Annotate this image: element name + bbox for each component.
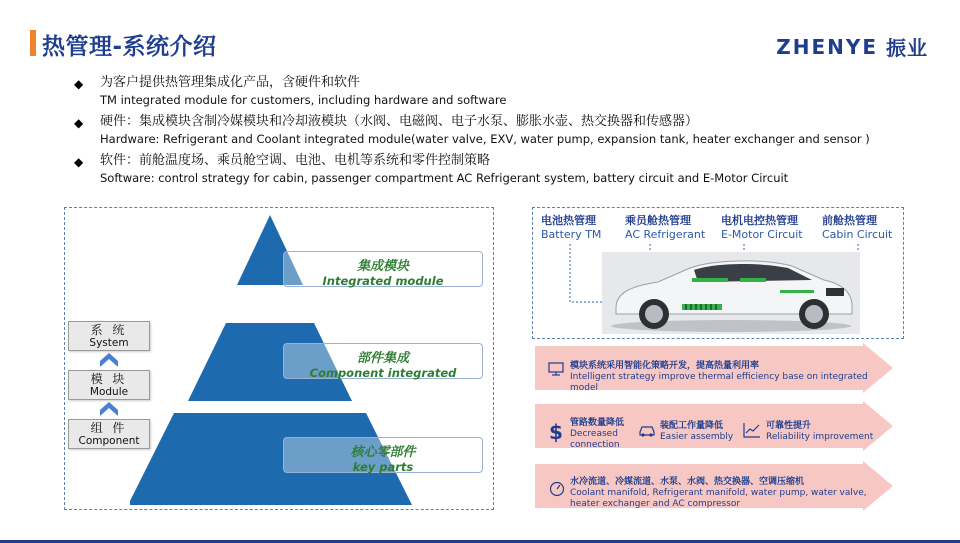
tier-label-integrated-module	[283, 251, 483, 287]
bullet-item	[74, 152, 894, 187]
system-label-en: Battery TM	[541, 228, 602, 241]
bullet-text-cn: 硬件：集成模块含制冷媒模块和冷却液模块（水阀、电磁阀、电子水泵、膨胀水壶、热交换器和传感器）	[100, 114, 699, 129]
diamond-bullet-icon: ◆	[74, 116, 84, 130]
system-label-en: AC Refrigerant	[625, 228, 706, 241]
feature-label-cn: 装配工作量降低	[660, 421, 724, 431]
tier-label-en: Integrated module	[322, 274, 444, 288]
bullet-text-cn: 为客户提供热管理集成化产品，含硬件和软件	[100, 75, 361, 90]
diamond-bullet-icon: ◆	[74, 155, 84, 169]
bullet-text-en: TM integrated module for customers, including hardware and software	[100, 93, 507, 107]
stack-label-en: System	[89, 337, 129, 349]
brand-logo	[776, 32, 928, 61]
feature-easier-assembly	[660, 421, 740, 443]
page-title: 热管理-系统介绍	[42, 34, 217, 60]
system-label-cn: 乘员舱热管理	[625, 214, 691, 227]
title-accent-bar	[30, 30, 36, 56]
band-text-cn: 模块系统采用智能化策略开发，提高热量利用率	[570, 361, 760, 371]
feature-decreased-connection	[570, 418, 630, 451]
bullet-text-cn: 软件：前舱温度场、乘员舱空调、电池、电机等系统和零件控制策略	[100, 153, 491, 168]
tier-label-cn: 核心零部件	[350, 445, 416, 460]
system-e-motor	[721, 214, 803, 242]
logo-text-en: ZHENYE	[776, 34, 878, 59]
system-label-en: Cabin Circuit	[822, 228, 893, 241]
up-chevron-icon	[100, 402, 118, 416]
system-label-en: E-Motor Circuit	[721, 228, 803, 241]
stack-label-cn: 系 统	[90, 323, 128, 337]
system-battery-tm	[541, 214, 601, 242]
stack-box-component	[68, 419, 150, 449]
tier-label-key-parts	[283, 437, 483, 473]
band-bottom-text	[570, 477, 870, 510]
car-icon	[638, 423, 656, 437]
stack-label-en: Component	[78, 435, 140, 447]
tier-label-component-integrated	[283, 343, 483, 379]
bullet-text-en: Software: control strategy for cabin, passenger compartment AC Refrigerant system, battery circuit and E-Motor Circuit	[100, 171, 789, 185]
car-illustration	[602, 252, 860, 334]
bullet-list	[74, 74, 894, 191]
band-top-text	[570, 361, 890, 394]
band-text-en: Coolant manifold, Refrigerant manifold, water pump, water valve, heater exchanger and AC compressor	[570, 488, 867, 509]
system-label-cn: 前舱热管理	[822, 214, 877, 227]
stack-box-module	[68, 370, 150, 400]
system-label-cn: 电机电控热管理	[721, 214, 798, 227]
bullet-item	[74, 113, 894, 148]
tier-label-en: key parts	[352, 460, 414, 474]
tier-label-cn: 部件集成	[356, 351, 409, 366]
tier-label-en: Component integrated	[309, 366, 457, 380]
feature-reliability	[766, 421, 876, 443]
logo-text-cn: 振业	[886, 36, 928, 60]
dollar-icon: $	[549, 420, 563, 444]
tier-label-cn: 集成模块	[356, 259, 409, 274]
feature-label-en: Easier assembly	[660, 432, 734, 442]
diamond-bullet-icon: ◆	[74, 77, 84, 91]
feature-label-en: Decreased connection	[570, 429, 620, 450]
system-ac-refrigerant	[625, 214, 705, 242]
stack-box-system	[68, 321, 150, 351]
stack-label-cn: 组 件	[90, 421, 128, 435]
feature-label-cn: 管路数量降低	[570, 418, 625, 428]
bullet-item	[74, 74, 894, 109]
stack-label-en: Module	[89, 386, 129, 398]
stack-label-cn: 模 块	[90, 372, 128, 386]
chart-icon	[743, 422, 761, 438]
system-cabin	[822, 214, 892, 242]
gauge-icon	[549, 481, 565, 497]
up-chevron-icon	[100, 353, 118, 367]
bullet-text-en: Hardware: Refrigerant and Coolant integrated module(water valve, EXV, water pump, expansion tank, heater exchanger and sensor )	[100, 132, 870, 146]
monitor-icon	[548, 362, 564, 376]
feature-label-cn: 可靠性提升	[766, 421, 812, 431]
feature-label-en: Reliability improvement	[766, 432, 874, 442]
system-label-cn: 电池热管理	[541, 214, 596, 227]
band-text-en: Intelligent strategy improve thermal efficiency base on integrated model	[570, 372, 868, 393]
band-text-cn: 水冷流道、冷媒流道、水泵、水阀、热交换器、空调压缩机	[570, 477, 805, 487]
